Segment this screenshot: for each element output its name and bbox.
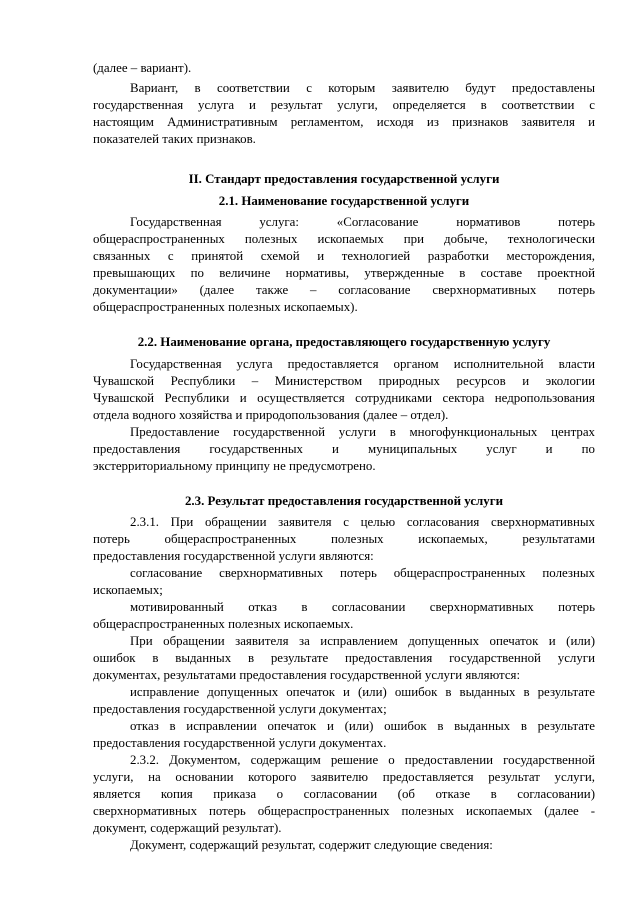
subsection-heading: 2.1. Наименование государственной услуги [218, 194, 470, 208]
text-line: превышающих по величине нормативы, утвержденные в составе проектной [93, 266, 595, 280]
text-line: связанных с принятой схемой и технологией разработки месторождения, [93, 249, 595, 263]
text-line: общераспространенных полезных ископаемых). [93, 300, 358, 314]
text-line: общераспространенных полезных ископаемых. [93, 617, 354, 631]
text-line: предоставления государственной услуги документах; [93, 702, 387, 716]
section-heading: II. Стандарт предоставления государственной услуги [188, 172, 500, 186]
text-line: предоставления государственной услуги являются: [93, 549, 374, 563]
text-line: отдела водного хозяйства и природопользования (далее – отдел). [93, 408, 449, 422]
text-line: 2.3.1. При обращении заявителя с целью согласования сверхнормативных [130, 515, 595, 529]
text-line: мотивированный отказ в согласовании сверхнормативных потерь [130, 600, 595, 614]
text-line: 2.3.2. Документом, содержащим решение о предоставлении государственной [130, 753, 595, 767]
text-line: ископаемых; [93, 583, 163, 597]
text-line: При обращении заявителя за исправлением допущенных опечаток и (или) [130, 634, 595, 648]
text-line: услуги, на основании которого заявителю предоставляется результат услуги, [93, 770, 595, 784]
text-line: предоставления государственных и муниципальных услуг и по [93, 442, 595, 456]
text-line: Чувашской Республики и осуществляется сотрудниками сектора недропользования [93, 391, 595, 405]
text-line: согласование сверхнормативных потерь общераспространенных полезных [130, 566, 595, 580]
text-line: сверхнормативных потерь общераспространенных полезных ископаемых (далее - [93, 804, 595, 818]
text-line: документ, содержащий результат). [93, 821, 282, 835]
text-line: является копия приказа о согласовании (об отказе в согласовании) [93, 787, 595, 801]
text-line: Чувашской Республики – Министерством природных ресурсов и экологии [93, 374, 595, 388]
text-line: документах, результатами предоставления государственной услуги являются: [93, 668, 521, 682]
text-line: Вариант, в соответствии с которым заявителю будут предоставлены [130, 81, 595, 95]
text-line: документации» (далее также – согласование сверхнормативных потерь [93, 283, 595, 297]
text-line: настоящим Административным регламентом, исходя из признаков заявителя и [93, 115, 595, 129]
text-line: отказ в исправлении опечаток и (или) ошибок в выданных в результате [130, 719, 595, 733]
text-line: экстерриториальному принципу не предусмотрено. [93, 459, 376, 473]
text-line: исправление допущенных опечаток и (или) ошибок в выданных в результате [130, 685, 595, 699]
text-line: предоставления государственной услуги документах. [93, 736, 387, 750]
text-line: (далее – вариант). [93, 61, 192, 75]
text-line: государственная услуга и результат услуги, определяется в соответствии с [93, 98, 595, 112]
text-line: Государственная услуга: «Согласование нормативов потерь [130, 215, 595, 229]
text-line: Документ, содержащий результат, содержит следующие сведения: [130, 838, 493, 852]
subsection-heading: 2.3. Результат предоставления государственной услуги [184, 494, 503, 508]
text-line: Государственная услуга предоставляется органом исполнительной власти [130, 357, 595, 371]
text-line: ошибок в выданных в результате предоставления государственной услуги [93, 651, 595, 665]
text-line: общераспространенных полезных ископаемых при добыче, технологически [93, 232, 595, 246]
text-line: Предоставление государственной услуги в многофункциональных центрах [130, 425, 595, 439]
text-line: потерь общераспространенных полезных ископаемых, результатами [93, 532, 595, 546]
subsection-heading: 2.2. Наименование органа, предоставляющего государственную услугу [137, 335, 551, 349]
text-line: показателей таких признаков. [93, 132, 256, 146]
